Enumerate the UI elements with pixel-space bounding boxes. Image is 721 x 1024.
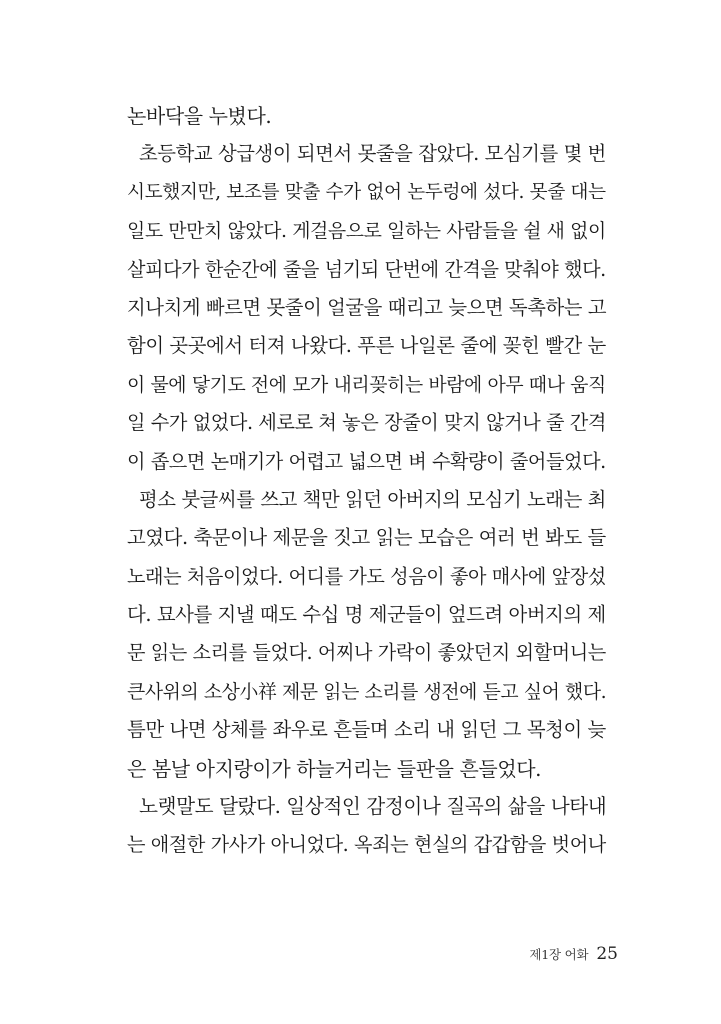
text-line: 일도 만만치 않았다. 게걸음으로 일하는 사람들을 쉴 새 없이 (127, 220, 606, 243)
text-line: 시도했지만, 보조를 맞출 수가 없어 논두렁에 섰다. 못줄 대는 (127, 181, 606, 203)
text-line: 는 애절한 가사가 아니었다. 옥죄는 현실의 갑갑함을 벗어나 (127, 833, 606, 857)
text-line: 고였다. 축문이나 제문을 짓고 읽는 모습은 여러 번 봐도 들 (127, 526, 606, 550)
text-line: 초등학교 상급생이 되면서 못줄을 잡았다. 모심기를 몇 번 (139, 142, 606, 166)
text-line: 문 읽는 소리를 들었다. 어찌나 가락이 좋았던지 외할머니는 (127, 641, 606, 665)
text-line: 살피다가 한순간에 줄을 넘기되 단번에 간격을 맞춰야 했다. (127, 257, 606, 281)
chapter-title: 제1장 어화 (529, 947, 589, 962)
page-number: 25 (596, 944, 618, 964)
text-line: 지나치게 빠르면 못줄이 얼굴을 때리고 늦으면 독촉하는 고 (127, 295, 607, 319)
text-line: 노랫말도 달랐다. 일상적인 감정이나 질곡의 삶을 나타내 (139, 795, 607, 819)
text-line: 틈만 나면 상체를 좌우로 흔들며 소리 내 읽던 그 목청이 늦 (127, 718, 606, 742)
text-line: 큰사위의 소상小祥 제문 읽는 소리를 생전에 듣고 싶어 했다. (127, 680, 607, 703)
text-line: 이 물에 닿기도 전에 모가 내리꽂히는 바람에 아무 때나 움직 (127, 373, 606, 396)
text-line: 일 수가 없었다. 세로로 쳐 놓은 장줄이 맞지 않거나 줄 간격 (127, 411, 606, 435)
text-line: 이 좁으면 논매기가 어렵고 넓으면 벼 수확량이 줄어들었다. (127, 449, 606, 473)
page-footer (529, 944, 618, 968)
text-line: 다. 묘사를 지낼 때도 수십 명 제군들이 엎드려 아버지의 제 (127, 603, 606, 627)
text-line: 함이 곳곳에서 터져 나왔다. 푸른 나일론 줄에 꽂힌 빨간 눈 (127, 334, 606, 358)
text-line: 은 봄날 아지랑이가 하늘거리는 들판을 흔들었다. (127, 756, 542, 781)
body-text (127, 97, 607, 865)
text-line: 평소 붓글씨를 쓰고 책만 읽던 아버지의 모심기 노래는 최 (139, 487, 606, 511)
text-line: 노래는 처음이었다. 어디를 가도 성음이 좋아 매사에 앞장섰 (127, 564, 606, 588)
text-line: 논바닥을 누볐다. (127, 104, 272, 128)
